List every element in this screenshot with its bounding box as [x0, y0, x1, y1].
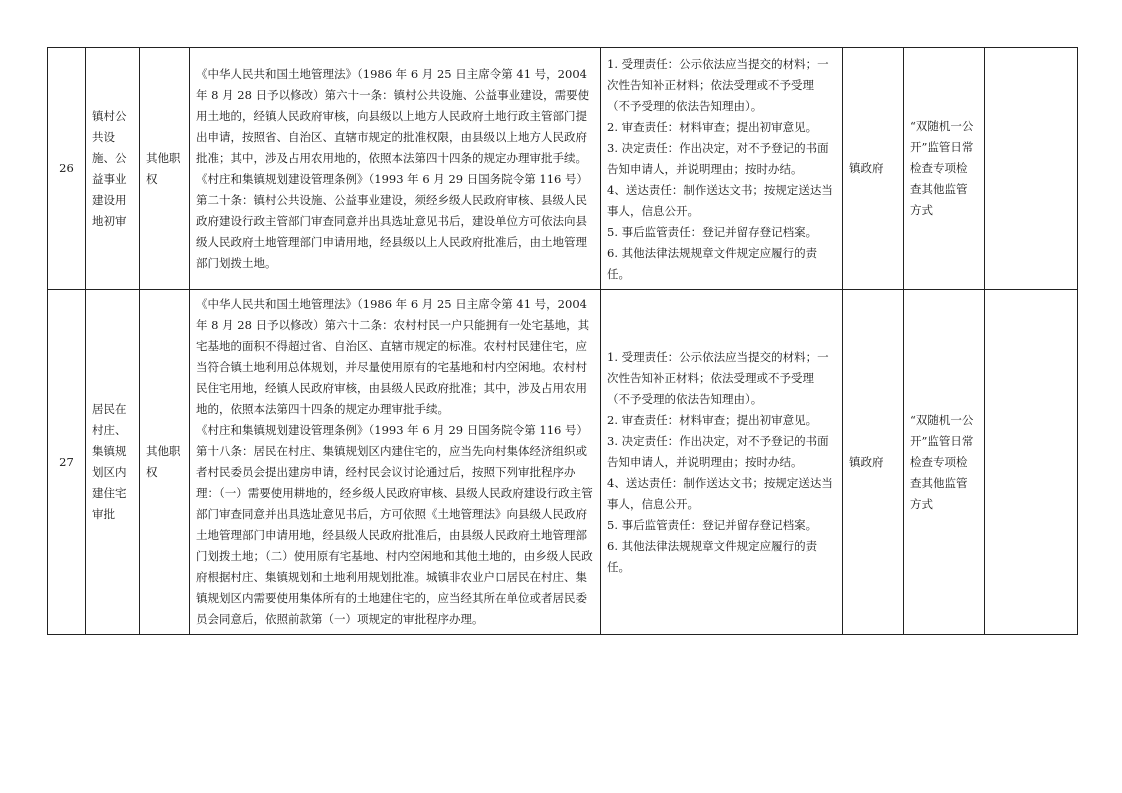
power-name: 镇村公共设施、公益事业建设用地初审: [86, 48, 140, 290]
responsibility-item: 6. 其他法律法规规章文件规定应履行的责任。: [607, 246, 818, 281]
legal-basis-cell: [190, 290, 601, 635]
power-type: 其他职权: [140, 290, 190, 635]
row-number: 26: [48, 48, 86, 290]
responsibility-cell: [601, 290, 843, 635]
responsibility-item: 4、送达责任：制作送达文书；按规定送达当事人，信息公开。: [607, 183, 833, 218]
responsibility-item: 6. 其他法律法规规章文件规定应履行的责任。: [607, 538, 818, 574]
remarks-cell: [985, 48, 1078, 290]
responsibility-item: 2. 审查责任：材料审查；提出初审意见。: [607, 120, 818, 134]
supervision-method: “双随机一公开”监管日常检查专项检查其他监管方式: [904, 48, 985, 290]
responsibility-item: 3. 决定责任：作出决定，对不予登记的书面告知申请人，并说明理由；按时办结。: [607, 141, 829, 176]
row-number: 27: [48, 290, 86, 635]
responsibility-item: 4、送达责任：制作送达文书；按规定送达当事人，信息公开。: [607, 475, 833, 511]
responsibility-item: 5. 事后监管责任：登记并留存登记档案。: [607, 517, 818, 532]
responsibility-item: 5. 事后监管责任：登记并留存登记档案。: [607, 225, 818, 239]
remarks-cell: [985, 290, 1078, 635]
responsibility-item: 1. 受理责任：公示依法应当提交的材料；一次性告知补正材料；依法受理或不予受理（不予受理的依法告知理由）。: [607, 57, 829, 113]
power-name: 居民在村庄、集镇规划区内建住宅审批: [86, 290, 140, 635]
responsibility-item: 2. 审查责任：材料审查；提出初审意见。: [607, 412, 818, 427]
responsibility-item: 3. 决定责任：作出决定，对不予登记的书面告知申请人，并说明理由；按时办结。: [607, 433, 829, 469]
responsible-subject: 镇政府: [843, 290, 904, 635]
power-list-table: [47, 47, 1078, 635]
responsibility-cell: [601, 48, 843, 290]
legal-basis-paragraph: 《中华人民共和国土地管理法》（1986 年 6 月 25 日主席令第 41 号，2004 年 8 月 28 日予以修改）第六十二条：农村村民一户只能拥有一处宅基地，其宅基地的面积不得超过省、自治区、直辖市规定的标准。农村村民建住宅，应当符合镇土地利用总体规划，并尽量使用原有的宅基地和村内空闲地。农村村民住宅用地，经镇人民政府审核，由县级人民政府批准；其中，涉及占用农用地的，依照本法第四十四条的规定办理审批手续。: [196, 297, 590, 416]
power-type: 其他职权: [140, 48, 190, 290]
legal-basis-cell: [190, 48, 601, 290]
legal-basis-paragraph: 《村庄和集镇规划建设管理条例》（1993 年 6 月 29 日国务院令第 116 号）第十八条：居民在村庄、集镇规划区内建住宅的，应当先向村集体经济组织或者村民委员会提出建房申请，经村民会议讨论通过后，按照下列审批程序办理：（一）需要使用耕地的，经乡级人民政府审核、县级人民政府建设行政主管部门审查同意并出具选址意见书后，方可依照《土地管理法》向县级人民政府土地管理部门申请用地，经县级人民政府批准后，由县级人民政府土地管理部门划拨土地；（二）使用原有宅基地、村内空闲地和其他土地的，由乡级人民政府根据村庄、集镇规划和土地利用规划批准。城镇非农业户口居民在村庄、集镇规划区内需要使用集体所有的土地建住宅的，应当经其所在单位或者居民委员会同意后，依照前款第（一）项规定的审批程序办理。: [196, 423, 593, 626]
legal-basis-paragraph: 《村庄和集镇规划建设管理条例》（1993 年 6 月 29 日国务院令第 116 号）第二十条：镇村公共设施、公益事业建设，须经乡级人民政府审核、县级人民政府建设行政主管部门审查同意并出具选址意见书后，建设单位方可依法向县级人民政府土地管理部门申请用地，经县级以上人民政府批准后，由土地管理部门划拨土地。: [196, 171, 589, 270]
table-row: [48, 48, 1078, 290]
responsibility-item: 1. 受理责任：公示依法应当提交的材料；一次性告知补正材料；依法受理或不予受理（不予受理的依法告知理由）。: [607, 349, 829, 406]
responsible-subject: 镇政府: [843, 48, 904, 290]
legal-basis-paragraph: 《中华人民共和国土地管理法》（1986 年 6 月 25 日主席令第 41 号，2004 年 8 月 28 日予以修改）第六十一条：镇村公共设施、公益事业建设，需要使用土地的，经镇人民政府审核，向县级以上地方人民政府土地行政主管部门提出申请，按照省、自治区、直辖市规定的批准权限，由县级以上地方人民政府批准；其中，涉及占用农用地的，依照本法第四十四条的规定办理审批手续。: [196, 66, 590, 165]
table-row: [48, 290, 1078, 635]
supervision-method: “双随机一公开”监管日常检查专项检查其他监管方式: [904, 290, 985, 635]
